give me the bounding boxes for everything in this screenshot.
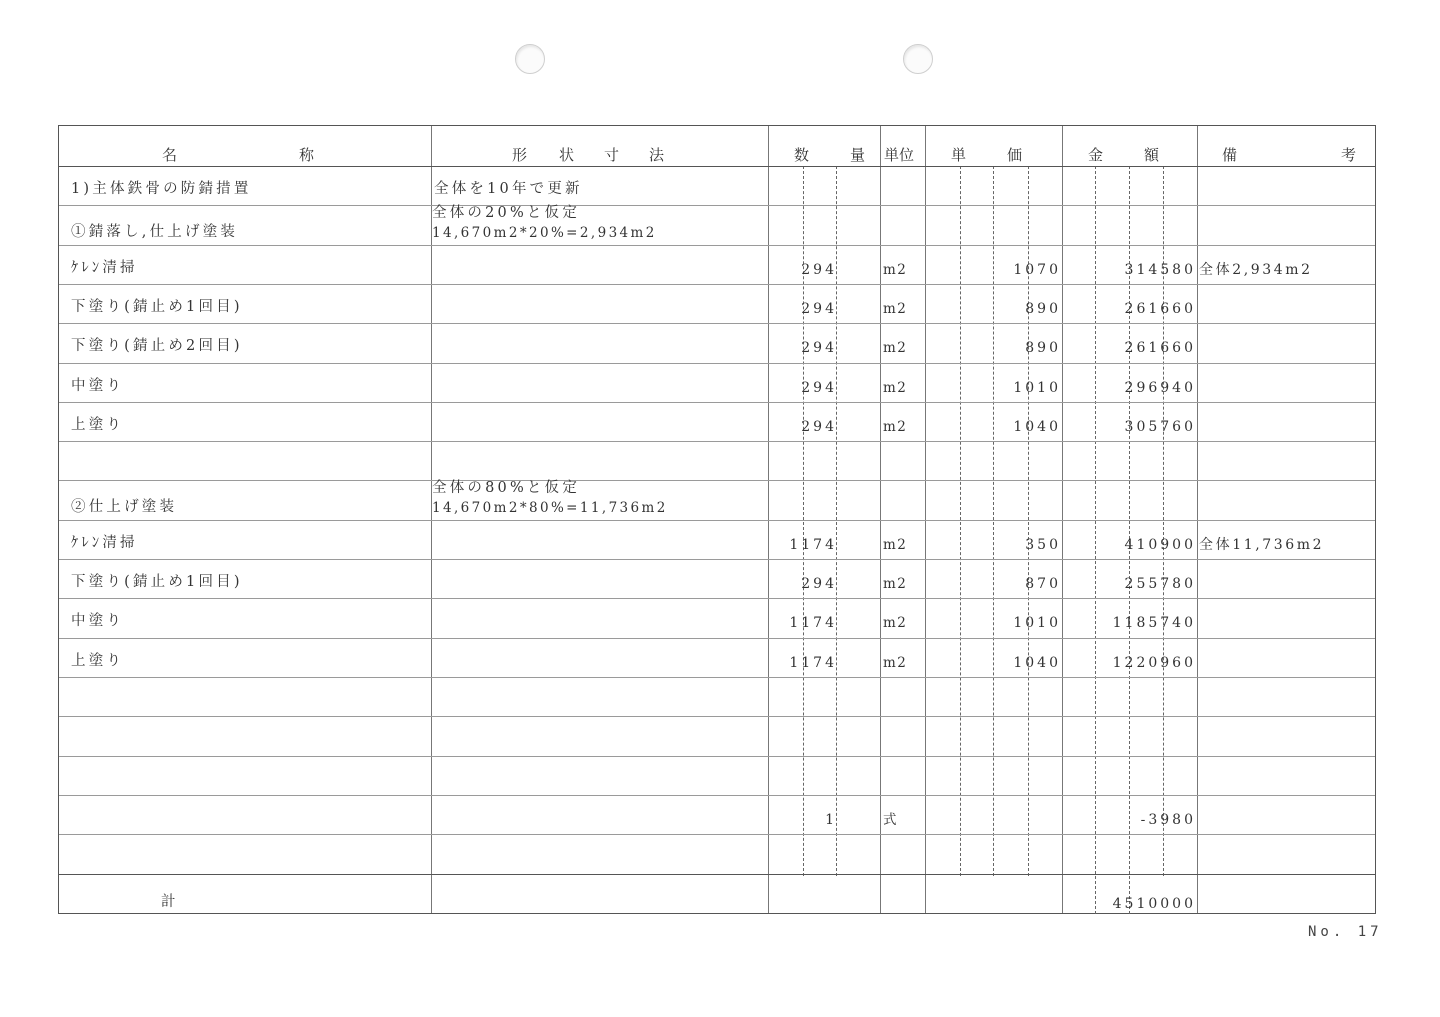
row-qty: 1174 bbox=[789, 654, 837, 671]
header-remarks-a: 備 bbox=[1222, 146, 1238, 164]
header-shape-d: 法 bbox=[649, 146, 665, 164]
row-unit: m2 bbox=[883, 300, 908, 317]
row-divider bbox=[59, 480, 1375, 481]
row-divider bbox=[59, 284, 1375, 285]
row-divider bbox=[59, 756, 1375, 757]
total-amount: 4510000 bbox=[1112, 896, 1196, 912]
row-name: 1)主体鉄骨の防錆措置 bbox=[71, 181, 252, 197]
header-amount-b: 額 bbox=[1144, 146, 1160, 164]
row-divider bbox=[59, 638, 1375, 639]
row-divider bbox=[59, 402, 1375, 403]
row-name: 上塗り bbox=[71, 416, 125, 433]
header-price-b: 価 bbox=[1007, 146, 1023, 164]
row-divider bbox=[59, 598, 1375, 599]
total-label: 計 bbox=[161, 894, 179, 910]
row-qty: 294 bbox=[801, 576, 837, 592]
row-name: ｹﾚﾝ清掃 bbox=[71, 259, 138, 276]
row-qty: 294 bbox=[801, 340, 837, 357]
row-divider bbox=[59, 520, 1375, 521]
punch-hole-left bbox=[515, 44, 545, 74]
row-qty: 1174 bbox=[789, 615, 837, 632]
row-remark: 全体2,934m2 bbox=[1199, 261, 1313, 278]
row-name: 中塗り bbox=[71, 613, 125, 630]
row-unit: m2 bbox=[883, 576, 908, 592]
row-divider bbox=[59, 834, 1375, 835]
row-price: 870 bbox=[1025, 576, 1061, 592]
header-name-b: 称 bbox=[299, 146, 315, 164]
header-divider bbox=[59, 166, 1375, 167]
row-amount: 255780 bbox=[1124, 576, 1196, 592]
page-number: No. 17 bbox=[1308, 924, 1383, 940]
row-spec: 全体の20%と仮定 bbox=[432, 205, 581, 222]
row-name: ②仕上げ塗装 bbox=[71, 499, 178, 516]
row-spec: 全体を10年で更新 bbox=[434, 181, 583, 197]
row-divider bbox=[59, 677, 1375, 678]
row-spec-formula: 14,670m2*20%=2,934m2 bbox=[432, 225, 657, 242]
row-divider bbox=[59, 205, 1375, 206]
header-qty-a: 数 bbox=[794, 146, 810, 164]
row-price: 890 bbox=[1025, 300, 1061, 317]
row-unit: 式 bbox=[883, 811, 898, 828]
row-unit: m2 bbox=[883, 379, 908, 396]
row-name: 上塗り bbox=[71, 652, 125, 669]
row-price: 1010 bbox=[1013, 615, 1061, 632]
row-amount: 261660 bbox=[1124, 300, 1196, 317]
row-qty: 294 bbox=[801, 379, 837, 396]
row-divider bbox=[59, 245, 1375, 246]
row-spec: 全体の80%と仮定 bbox=[432, 480, 581, 497]
row-name: 下塗り(錆止め2回目) bbox=[71, 338, 243, 355]
row-price: 350 bbox=[1025, 536, 1061, 553]
row-qty: 1 bbox=[825, 811, 837, 828]
row-price: 890 bbox=[1025, 340, 1061, 357]
row-unit: m2 bbox=[883, 261, 908, 278]
row-name: 中塗り bbox=[71, 377, 125, 394]
header-shape-b: 状 bbox=[559, 146, 575, 164]
header-shape-a: 形 bbox=[512, 146, 528, 164]
header-name-a: 名 bbox=[162, 146, 178, 164]
row-divider bbox=[59, 441, 1375, 442]
row-amount: 1185740 bbox=[1112, 615, 1196, 632]
digit-guide bbox=[1095, 166, 1096, 914]
row-divider bbox=[59, 716, 1375, 717]
row-name: 下塗り(錆止め1回目) bbox=[71, 574, 243, 590]
row-price: 1070 bbox=[1013, 261, 1061, 278]
header-qty-b: 量 bbox=[850, 146, 866, 164]
row-unit: m2 bbox=[883, 654, 908, 671]
estimate-sheet bbox=[58, 125, 1376, 914]
row-name: ｹﾚﾝ清掃 bbox=[71, 534, 138, 551]
row-remark: 全体11,736m2 bbox=[1199, 536, 1325, 553]
row-divider bbox=[59, 323, 1375, 324]
row-unit: m2 bbox=[883, 340, 908, 357]
row-spec-formula: 14,670m2*80%=11,736m2 bbox=[432, 500, 668, 517]
header-price-a: 単 bbox=[951, 146, 967, 164]
row-price: 1040 bbox=[1013, 654, 1061, 671]
digit-guide bbox=[993, 166, 994, 876]
row-unit: m2 bbox=[883, 536, 908, 553]
row-divider bbox=[59, 559, 1375, 560]
header-remarks-b: 考 bbox=[1341, 146, 1357, 164]
row-name: 下塗り(錆止め1回目) bbox=[71, 298, 243, 315]
row-qty: 294 bbox=[801, 300, 837, 317]
row-amount: 305760 bbox=[1124, 418, 1196, 435]
row-amount: 410900 bbox=[1124, 536, 1196, 553]
row-unit: m2 bbox=[883, 615, 908, 632]
row-amount: 261660 bbox=[1124, 340, 1196, 357]
row-amount: 1220960 bbox=[1112, 654, 1196, 671]
row-amount: 296940 bbox=[1124, 379, 1196, 396]
punch-hole-right bbox=[903, 44, 933, 74]
row-qty: 294 bbox=[801, 418, 837, 435]
row-divider bbox=[59, 795, 1375, 796]
row-qty: 294 bbox=[801, 261, 837, 278]
header-unit: 単位 bbox=[884, 146, 915, 164]
row-divider bbox=[59, 363, 1375, 364]
header-shape-c: 寸 bbox=[604, 146, 620, 164]
digit-guide bbox=[960, 166, 961, 876]
row-name: ①錆落し,仕上げ塗装 bbox=[71, 224, 239, 241]
row-unit: m2 bbox=[883, 418, 908, 435]
row-price: 1040 bbox=[1013, 418, 1061, 435]
row-amount: 314580 bbox=[1124, 261, 1196, 278]
header-amount-a: 金 bbox=[1088, 146, 1104, 164]
total-divider bbox=[59, 874, 1375, 875]
row-qty: 1174 bbox=[789, 536, 837, 553]
row-price: 1010 bbox=[1013, 379, 1061, 396]
row-amount: -3980 bbox=[1140, 811, 1196, 828]
